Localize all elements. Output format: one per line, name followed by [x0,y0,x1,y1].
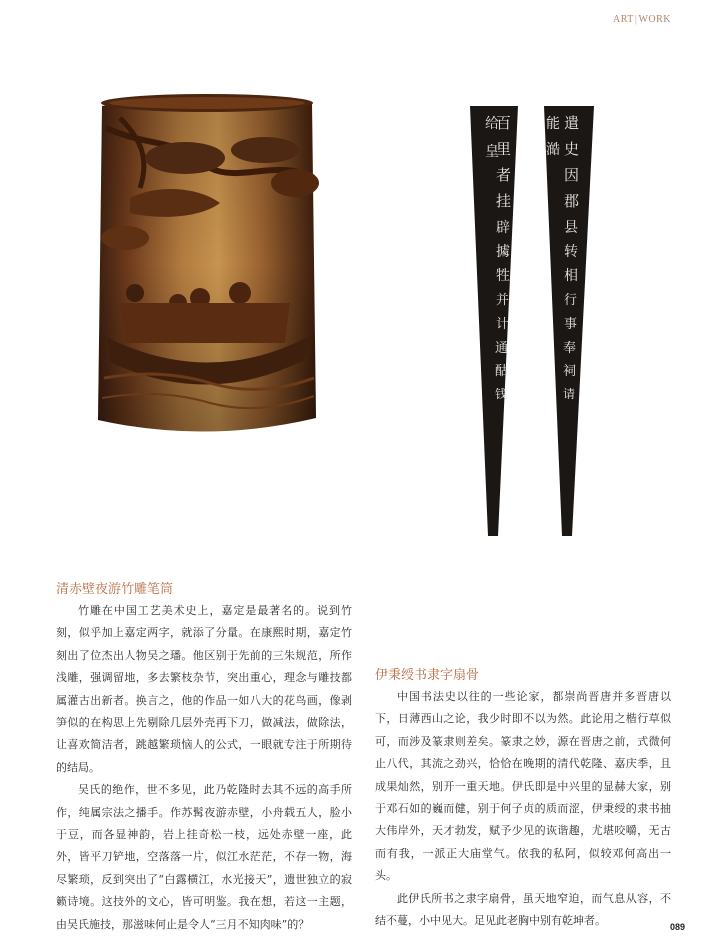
left-rib-side-char-1: 给 [485,116,499,132]
paragraph: 此伊氏所书之隶字扇骨，虽天地窄迫，而气息从容，不结不蔓，小中见大。足见此老胸中别有乾坤者。 [375,891,671,928]
right-rib-char-6: 转 [564,244,578,260]
engraved-fan-ribs-icon [468,104,596,536]
left-rib-char-3: 者 [496,166,512,184]
right-rib-char-1: 遣 [564,114,580,132]
right-rib-side-char-1: 能 [546,116,560,132]
left-rib-char-8: 并 [496,293,510,308]
right-rib-char-2: 史 [564,140,580,158]
left-rib-char-11: 酤 [495,364,509,379]
right-rib-char-4: 郡 [564,192,580,210]
right-rib-char-3: 因 [564,166,580,184]
right-rib-char-7: 相 [564,268,578,284]
section-title-brushpot: 清赤壁夜游竹雕笔筒 [56,582,174,597]
left-rib-char-10: 通 [495,341,509,356]
left-rib-side-char-2: 皇 [485,144,499,160]
paragraph: 竹雕在中国工艺美术史上，嘉定是最著名的。说到竹刻，似乎加上嘉定两字，就添了分量。在康熙时期，嘉定竹刻出了位杰出人物吴之璠。他区别于先前的三朱规范，所作浅雕，强调留地，多去繁枝杂节，突出重心，理念与雕技都属灌古出新者。换言之，他的作品一如八大的花鸟画，像剥笋似的在构思上先剔除几层外壳再下刀，做减法，做除法，让喜欢简洁者，跳越繁琐恼人的公式，一眼就专注于所期待的结局。 [56,604,352,774]
section-header-label: ART|WORK [613,14,671,25]
right-rib-char-12: 请 [563,387,576,401]
right-rib-char-10: 奉 [563,341,577,356]
carved-bamboo-brushpot-icon [90,88,322,443]
paragraph: 吴氏的绝作，世不多见，此乃乾隆时去其不远的高手所作，纯属宗法之播手。作苏髯夜游赤壁，小舟载五人，脸小于豆，而各显神韵，岩上挂奇松一枝，远处赤壁一座，此外，皆平刀铲地，空落落一片，似江水茫茫，不存一物，海尽繁琐，反到突出了“白露横江，水光接天”，遗世独立的寂籁诗境。这技外的文心，皆可明鉴。我在想，若这一主题，由吴氏施技，那滋味何止是令人“三月不知肉味”的？ [56,783,352,931]
header-label-work: WORK [638,14,671,25]
paragraph: 中国书法史以往的一些论家，都崇尚晋唐并多晋唐以下，日薄西山之论，我少时即不以为然。此论用之楷行草似可，而涉及篆隶则差矣。篆隶之妙，源在晋唐之前，式微何止八代，其流之劲兴，恰恰在晚期的清代乾隆、嘉庆季，且成果灿然，别开一重天地。伊氏即是中兴里的显赫大家，别于邓石如的巍而健，别于何子贞的质而涩，伊秉绶的隶书抽大伟岸外，天才勃发，赋予少见的诙谐趣，尤堪咬嚼，无古而有我，一派正大庙堂气。依我的私阿，似较邓何高出一头。 [375,690,671,883]
right-rib-char-8: 行 [564,293,578,308]
left-rib-char-12: 钱 [495,387,508,401]
right-rib-char-5: 县 [564,220,578,236]
left-rib-char-6: 㩀 [496,244,510,260]
page-number: 089 [669,922,685,932]
left-rib-char-7: 牲 [496,268,510,284]
left-rib-char-9: 计 [496,317,510,332]
right-rib-char-9: 事 [564,317,578,332]
section-body-fan-ribs [375,686,671,932]
header-label-art: ART [613,14,634,25]
section-title-fan-ribs: 伊秉绶书隶字扇骨 [375,668,480,683]
brushpot-image [90,88,322,443]
right-rib-char-11: 祠 [563,364,577,379]
left-rib-char-1: 百 [496,114,512,132]
fan-ribs-image [468,104,596,536]
section-body-brushpot [56,600,352,936]
left-rib-char-4: 挂 [496,192,512,210]
left-rib-char-2: 里 [496,140,512,158]
left-rib-char-5: 辟 [496,220,510,236]
right-rib-side-char-2: 澔 [546,142,560,158]
